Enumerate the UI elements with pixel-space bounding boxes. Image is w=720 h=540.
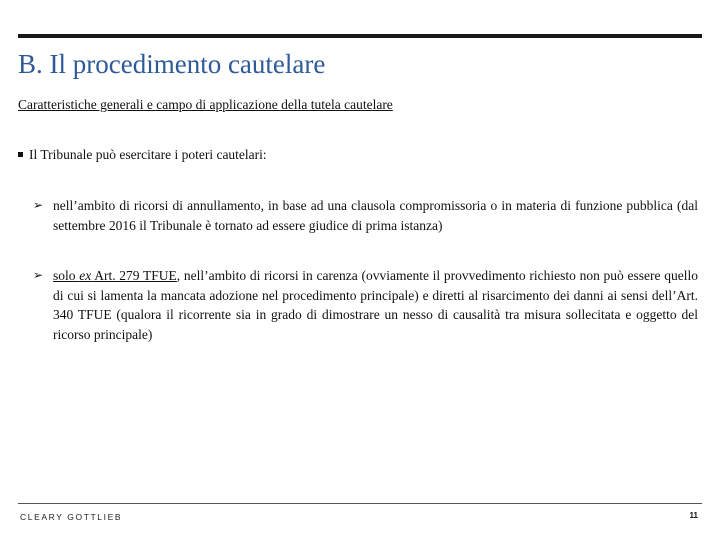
legal-reference-lead: solo ex Art. 279 TFUE (53, 268, 177, 283)
firm-logo: CLEARY GOTTLIEB (20, 512, 123, 522)
arrow-bullet-icon: ➢ (33, 198, 44, 212)
bullet-text: Il Tribunale può esercitare i poteri cautelari: (29, 147, 267, 162)
arrow-bullet-icon: ➢ (33, 268, 44, 282)
bottom-rule (18, 503, 702, 504)
list-item-text (53, 266, 698, 344)
page-number: 11 (689, 511, 698, 520)
square-bullet-icon (18, 152, 23, 157)
slide-title: B. Il procedimento cautelare (18, 49, 326, 79)
top-rule (18, 34, 702, 38)
slide-subtitle: Caratteristiche generali e campo di applicazione della tutela cautelare (18, 97, 393, 112)
list-item-body: , nell’ambito di ricorsi in carenza (ovviamente il provvedimento richiesto non può essere quello di cui si lamenta la mancata adozione nel procedimento principale) e diretti al risarcimento dei danni ai sensi dell’Art. 340 TFUE (qualora il ricorrente sia in grado di dimostrare un nesso di causalità tra misura sollecitata e oggetto del ricorso principale) (53, 268, 698, 342)
list-item-2 (33, 266, 698, 344)
list-item-text: nell’ambito di ricorsi di annullamento, in base ad una clausola compromissoria o in materia di funzione pubblica (dal settembre 2016 il Tribunale è tornato ad essere giudice di prima istanza) (53, 198, 698, 233)
bullet-line (18, 147, 267, 163)
list-item-1 (33, 196, 698, 235)
